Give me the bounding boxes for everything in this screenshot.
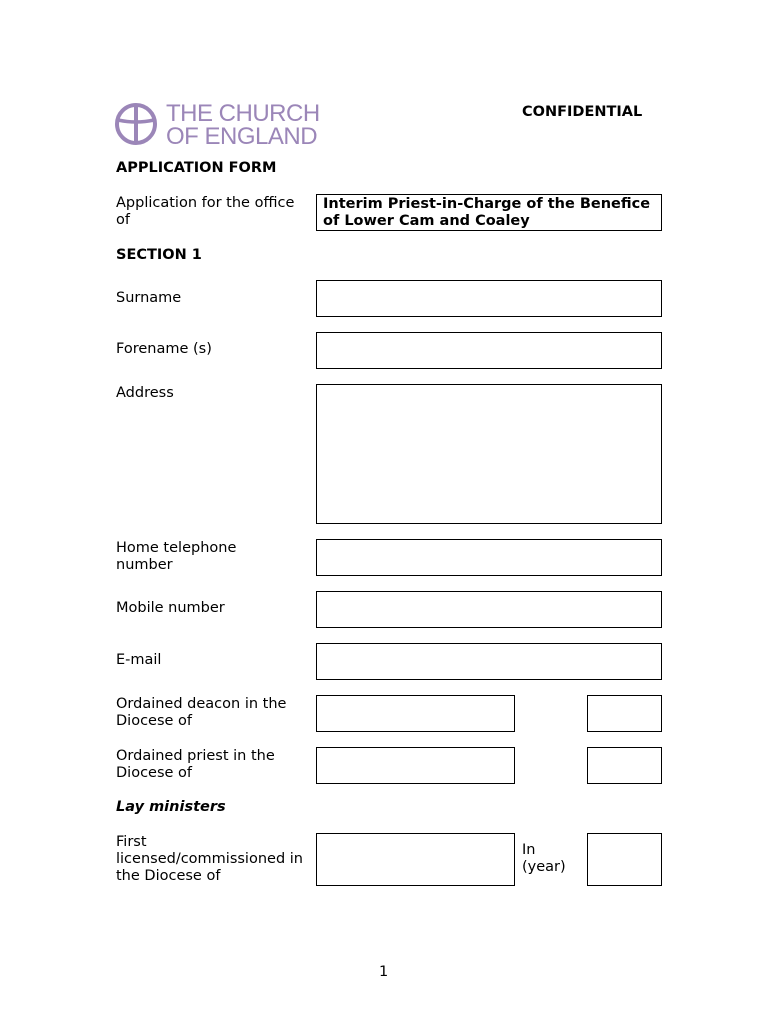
section-1-heading: SECTION 1 (116, 247, 202, 263)
first-licensed-year-field[interactable] (587, 833, 662, 886)
first-licensed-diocese-field[interactable] (316, 833, 515, 886)
ordained-priest-label: Ordained priest in the Diocese of (116, 748, 275, 781)
first-licensed-label: First licensed/commissioned in the Diocese of (116, 834, 303, 884)
forenames-label: Forename (s) (116, 341, 212, 357)
ordained-priest-year-field[interactable] (587, 747, 662, 784)
ordained-deacon-year-field[interactable] (587, 695, 662, 732)
office-field[interactable]: Interim Priest-in-Charge of the Benefice of Lower Cam and Coaley (316, 194, 662, 231)
form-title: APPLICATION FORM (116, 160, 277, 176)
forenames-field[interactable] (316, 332, 662, 369)
office-label: Application for the office of (116, 195, 295, 228)
ordained-deacon-diocese-field[interactable] (316, 695, 515, 732)
in-year-label: In (year) (522, 842, 566, 875)
surname-field[interactable] (316, 280, 662, 317)
email-field[interactable] (316, 643, 662, 680)
page-number: 1 (379, 964, 389, 980)
address-label: Address (116, 385, 174, 401)
home-phone-label: Home telephone number (116, 540, 237, 573)
home-phone-field[interactable] (316, 539, 662, 576)
logo-wordmark (166, 102, 320, 148)
email-label: E-mail (116, 652, 162, 668)
church-of-england-logo-icon (115, 102, 159, 146)
lay-ministers-heading: Lay ministers (116, 799, 226, 815)
ordained-deacon-label: Ordained deacon in the Diocese of (116, 696, 287, 729)
mobile-field[interactable] (316, 591, 662, 628)
surname-label: Surname (116, 290, 182, 306)
address-field[interactable] (316, 384, 662, 524)
ordained-priest-diocese-field[interactable] (316, 747, 515, 784)
mobile-label: Mobile number (116, 600, 225, 616)
logo-line-1: THE CHURCH (166, 100, 320, 127)
logo-line-2: OF ENGLAND (166, 123, 318, 150)
confidential-label: CONFIDENTIAL (522, 104, 643, 120)
